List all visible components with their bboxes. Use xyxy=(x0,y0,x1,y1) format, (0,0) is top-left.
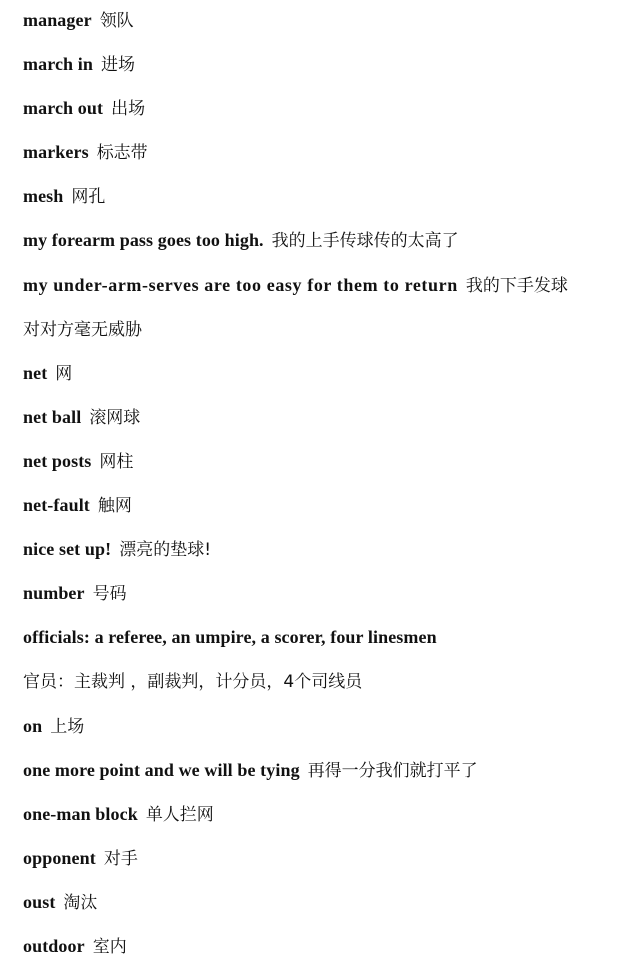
chinese-translation: 我的上手传球传的太高了 xyxy=(271,231,459,252)
english-term: net ball xyxy=(23,406,82,427)
english-term: net posts xyxy=(23,450,92,471)
chinese-translation: 我的下手发球 xyxy=(465,275,568,296)
chinese-translation: 触网 xyxy=(97,496,132,517)
vocab-entry xyxy=(23,577,623,621)
english-term: my forearm pass goes too high. xyxy=(23,230,264,251)
vocabulary-list xyxy=(23,4,623,974)
vocab-entry xyxy=(23,445,623,489)
english-term: manager xyxy=(23,10,92,30)
english-term: march in xyxy=(23,54,93,75)
chinese-translation: 对对方毫无威胁 xyxy=(23,319,142,340)
vocab-entry xyxy=(23,621,623,665)
vocab-entry xyxy=(23,48,623,92)
vocab-entry xyxy=(23,269,623,313)
vocab-entry xyxy=(23,710,623,754)
chinese-translation: 进场 xyxy=(100,55,135,76)
chinese-translation: 滚网球 xyxy=(89,407,141,428)
english-term: my under-arm-serves are too easy for them to return xyxy=(23,274,458,295)
chinese-translation: 标志带 xyxy=(96,143,148,164)
chinese-translation: 网孔 xyxy=(71,187,106,208)
chinese-translation: 网柱 xyxy=(99,451,134,472)
english-term: net xyxy=(23,362,48,383)
vocab-entry xyxy=(23,798,623,842)
vocab-entry-continuation xyxy=(23,313,623,357)
chinese-translation: 室内 xyxy=(92,936,127,957)
chinese-translation: 号码 xyxy=(92,584,127,605)
english-term: one-man block xyxy=(23,803,138,824)
chinese-translation: 淘汰 xyxy=(63,892,98,913)
english-term: one more point and we will be tying xyxy=(23,759,300,780)
chinese-translation: 单人拦网 xyxy=(145,804,214,825)
chinese-translation: 对手 xyxy=(103,848,138,869)
vocab-entry-continuation xyxy=(23,665,623,709)
vocab-entry xyxy=(23,401,623,445)
vocab-entry xyxy=(23,136,623,180)
vocab-entry xyxy=(23,886,623,930)
english-term: opponent xyxy=(23,847,96,868)
vocab-entry xyxy=(23,357,623,401)
chinese-translation: 再得一分我们就打平了 xyxy=(307,760,478,781)
chinese-translation: 出场 xyxy=(111,99,146,120)
chinese-translation: 网 xyxy=(55,363,73,384)
english-term: outdoor xyxy=(23,935,85,956)
vocab-entry xyxy=(23,4,623,48)
english-term: march out xyxy=(23,98,104,119)
vocab-entry xyxy=(23,224,623,268)
vocab-entry xyxy=(23,533,623,577)
english-term: oust xyxy=(23,891,56,912)
vocab-entry xyxy=(23,754,623,798)
chinese-translation: 官员：主裁判 ，副裁判，计分员，4个司线员 xyxy=(23,672,363,693)
vocab-entry xyxy=(23,930,623,974)
chinese-translation: 上场 xyxy=(50,716,85,737)
chinese-translation: 漂亮的垫球! xyxy=(119,540,212,561)
english-term: nice set up! xyxy=(23,539,112,560)
vocab-entry xyxy=(23,92,623,136)
vocab-entry xyxy=(23,489,623,533)
english-term: number xyxy=(23,583,85,604)
english-term: net-fault xyxy=(23,495,90,516)
english-term: markers xyxy=(23,142,89,163)
english-term: on xyxy=(23,715,43,736)
vocab-entry xyxy=(23,842,623,886)
english-term: mesh xyxy=(23,186,64,207)
vocab-entry xyxy=(23,180,623,224)
english-term: officials: a referee, an umpire, a scorer, four linesmen xyxy=(23,627,437,648)
chinese-translation: 领队 xyxy=(99,11,134,31)
